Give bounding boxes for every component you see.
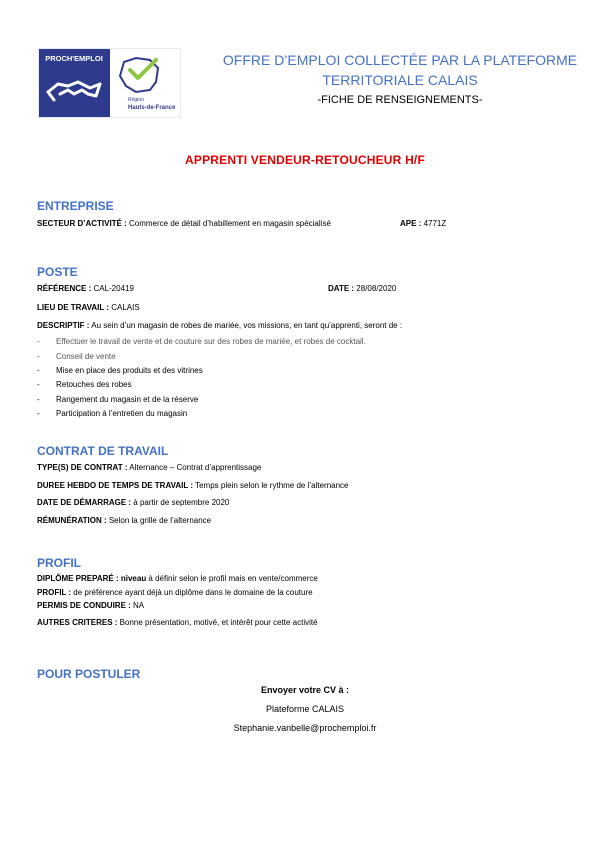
diplome-value: à définir selon le profil mais en vente/commerce (146, 574, 318, 583)
duree-line (37, 481, 349, 490)
duree-label: DUREE HEBDO DE TEMPS DE TRAVAIL : (37, 481, 194, 490)
remuneration-line (37, 516, 211, 525)
reference-value: CAL-20419 (91, 284, 134, 293)
remuneration-value: Selon la grille de l’alternance (106, 516, 212, 525)
logo-region-name: Hauts-de-France (128, 105, 176, 111)
profil-label: PROFIL : (37, 588, 72, 597)
profil-value: de préférence ayant déjà un diplôme dans le domaine de la couture (71, 588, 313, 597)
ape-label: APE : (400, 219, 422, 228)
ape-line (400, 219, 446, 228)
ape-value: 4771Z (421, 219, 447, 228)
section-heading-profil: PROFIL (37, 556, 81, 570)
prochemploi-logo (38, 48, 181, 118)
section-heading-entreprise: ENTREPRISE (37, 199, 114, 213)
type-contrat-value: Alternance – Contrat d’apprentissage (127, 463, 262, 472)
contact-email-link[interactable]: Stephanie.vanbelle@prochemploi.fr (233, 723, 377, 733)
descriptif-value: Au sein d’un magasin de robes de mariée, vos missions, en tant qu’apprenti, seront de : (89, 321, 403, 330)
demarrage-label: DATE DE DÉMARRAGE : (37, 498, 132, 507)
descriptif-line (37, 321, 402, 330)
reference-label: RÉFÉRENCE : (37, 284, 92, 293)
section-heading-contrat: CONTRAT DE TRAVAIL (37, 444, 169, 458)
mission-text: Conseil de vente (56, 352, 116, 361)
permis-value: NA (130, 601, 145, 610)
diplome-line (37, 574, 318, 583)
diplome-label: DIPLÔME PREPARÉ : niveau (37, 574, 147, 583)
section-heading-poste: POSTE (37, 265, 78, 279)
descriptif-label: DESCRIPTIF : (37, 321, 90, 330)
autres-criteres-line (37, 618, 318, 627)
duree-value: Temps plein selon le rythme de l’alternance (193, 481, 349, 490)
secteur-value: Commerce de détail d’habillement en magasin spécialisé (126, 219, 331, 228)
mission-text: Effectuer le travail de vente et de couture sur des robes de mariée, et robes de cocktail. (56, 337, 366, 346)
header-title (200, 50, 600, 90)
permis-line (37, 601, 144, 610)
header-title-line2: TERRITORIALE CALAIS (322, 72, 478, 88)
platform-name: Plateforme CALAIS (265, 704, 345, 714)
mission-text: Retouches des robes (56, 380, 132, 389)
secteur-label: SECTEUR D’ACTIVITÉ : (37, 219, 127, 228)
logo-region-label: Région (128, 97, 144, 103)
demarrage-line (37, 498, 229, 507)
section-heading-postuler: POUR POSTULER (37, 667, 141, 681)
mission-text: Mise en place des produits et des vitrines (56, 366, 203, 375)
job-title: APPRENTI VENDEUR-RETOUCHEUR H/F (185, 153, 425, 167)
logo-brand-text: PROCH'EMPLOI (45, 54, 103, 63)
date-line (328, 284, 396, 293)
header-title-line1: OFFRE D’EMPLOI COLLECTÉE PAR LA PLATEFORME (222, 52, 578, 68)
remuneration-label: RÉMUNÉRATION : (37, 516, 107, 525)
reference-line (37, 284, 134, 293)
mission-text: Rangement du magasin et de la réserve (56, 395, 199, 404)
lieu-travail-line (37, 303, 140, 312)
autres-value: Bonne présentation, motivé, et intérêt pour cette activité (117, 618, 318, 627)
permis-label: PERMIS DE CONDUIRE : (37, 601, 131, 610)
mission-text: Participation à l’entretien du magasin (56, 409, 188, 418)
secteur-activite-line (37, 219, 331, 228)
type-contrat-label: TYPE(S) DE CONTRAT : (37, 463, 128, 472)
logo-graphic (38, 48, 181, 118)
demarrage-value: à partir de septembre 2020 (131, 498, 230, 507)
header-subtitle: -FICHE DE RENSEIGNEMENTS- (317, 94, 483, 106)
lieu-label: LIEU DE TRAVAIL : (37, 303, 109, 312)
date-label: DATE : (328, 284, 355, 293)
send-cv-label: Envoyer votre CV à : (260, 685, 350, 695)
profil-line (37, 588, 313, 597)
date-value: 28/08/2020 (354, 284, 397, 293)
autres-label: AUTRES CRITERES : (37, 618, 118, 627)
type-contrat-line (37, 463, 261, 472)
lieu-value: CALAIS (109, 303, 140, 312)
